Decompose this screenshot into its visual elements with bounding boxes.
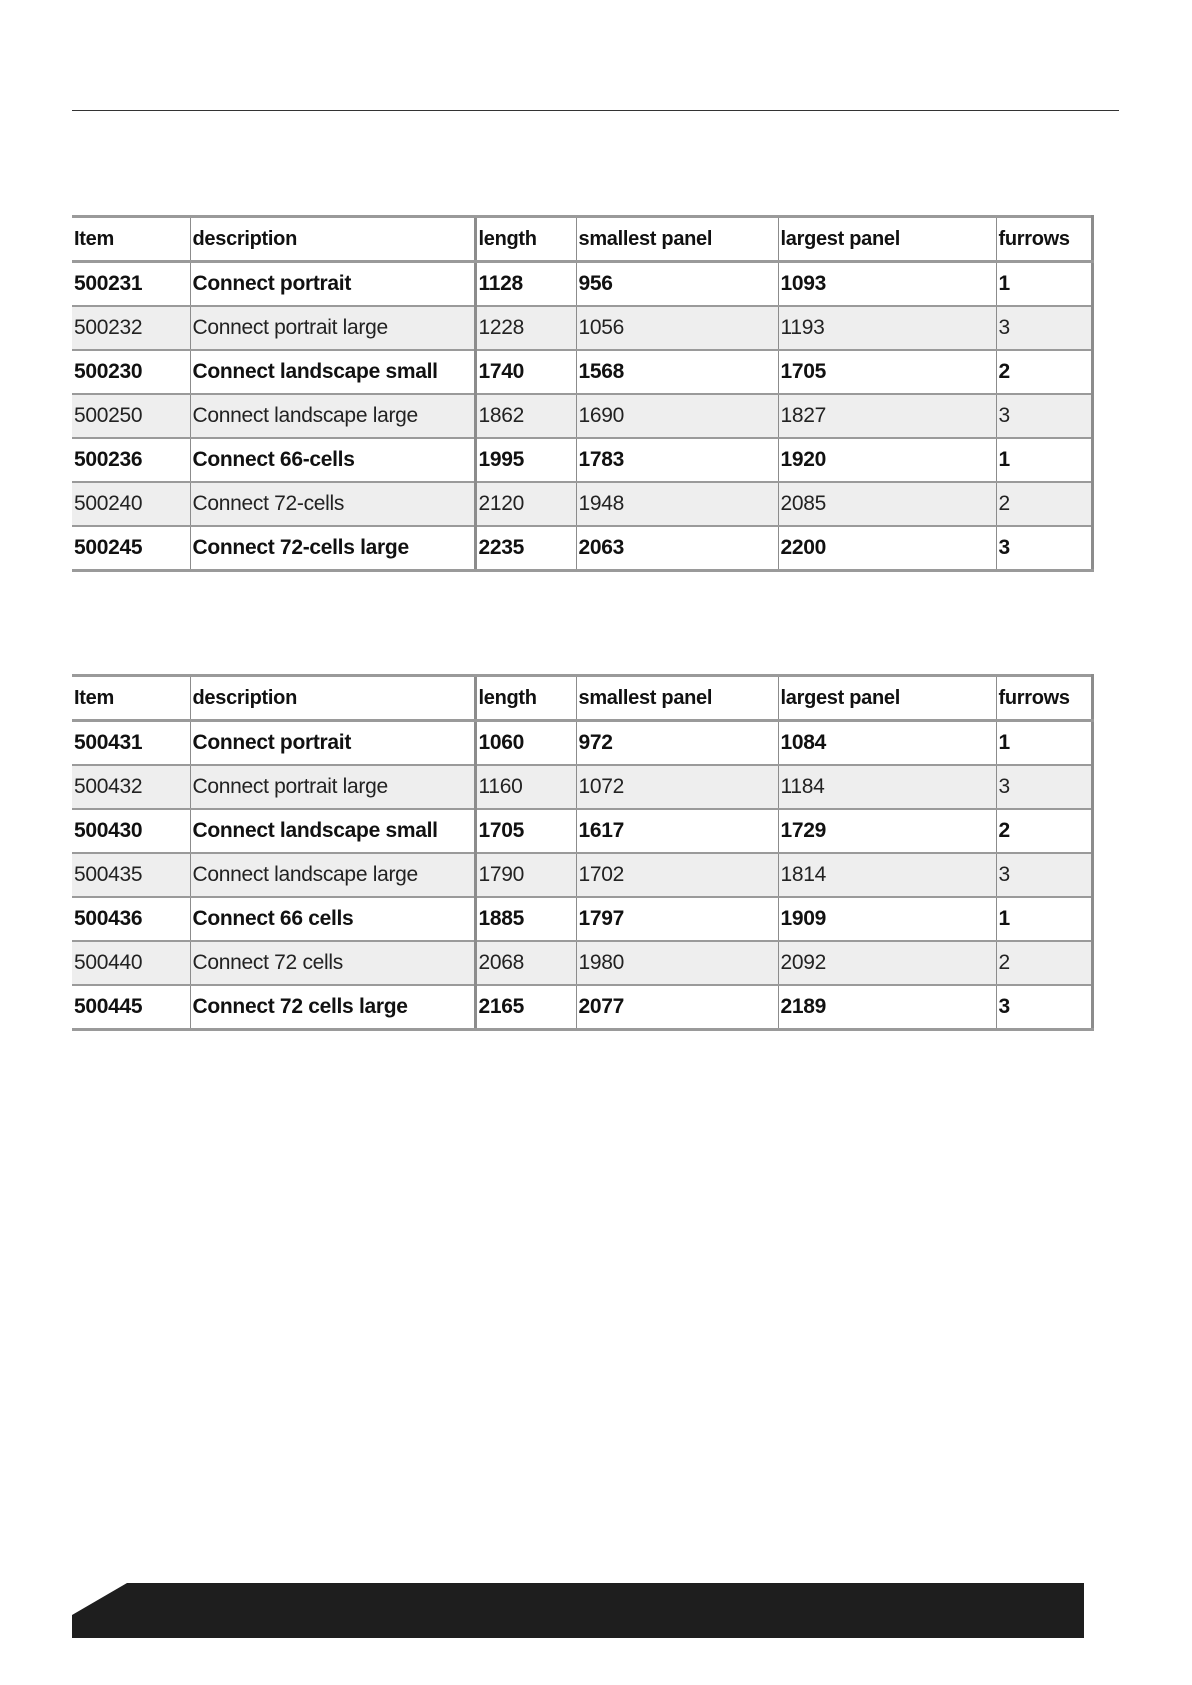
largest-panel-cell: 1909 (778, 897, 996, 941)
table-row (72, 482, 1092, 526)
largest-panel-cell: 2189 (778, 985, 996, 1030)
item-cell: 500240 (72, 482, 190, 526)
largest-panel-cell: 2200 (778, 526, 996, 571)
table-header-row (72, 217, 1092, 262)
description-cell: Connect portrait (190, 262, 475, 307)
table-row (72, 306, 1092, 350)
largest-panel-cell: 1827 (778, 394, 996, 438)
table-row (72, 809, 1092, 853)
footer-bar (72, 1583, 1084, 1638)
table-row (72, 765, 1092, 809)
item-cell: 500236 (72, 438, 190, 482)
description-cell: Connect 72 cells large (190, 985, 475, 1030)
furrows-cell: 3 (996, 765, 1092, 809)
furrows-cell: 3 (996, 985, 1092, 1030)
description-cell: Connect portrait (190, 721, 475, 766)
item-cell: 500432 (72, 765, 190, 809)
furrows-cell: 1 (996, 262, 1092, 307)
item-cell: 500431 (72, 721, 190, 766)
furrows-cell: 2 (996, 941, 1092, 985)
furrows-cell: 2 (996, 809, 1092, 853)
furrows-cell: 1 (996, 897, 1092, 941)
largest-panel-cell: 1184 (778, 765, 996, 809)
item-cell: 500230 (72, 350, 190, 394)
smallest-panel-cell: 1702 (576, 853, 778, 897)
length-cell: 2068 (475, 941, 576, 985)
smallest-panel-cell: 972 (576, 721, 778, 766)
smallest-panel-cell: 1617 (576, 809, 778, 853)
smallest-panel-cell: 1980 (576, 941, 778, 985)
table-row (72, 438, 1092, 482)
item-cell: 500250 (72, 394, 190, 438)
column-header-furrows: furrows (996, 676, 1092, 721)
furrows-cell: 3 (996, 394, 1092, 438)
smallest-panel-cell: 1072 (576, 765, 778, 809)
table-row (72, 941, 1092, 985)
length-cell: 1160 (475, 765, 576, 809)
furrows-cell: 2 (996, 482, 1092, 526)
length-cell: 1790 (475, 853, 576, 897)
product-table-2 (72, 674, 1094, 1031)
furrows-cell: 1 (996, 721, 1092, 766)
smallest-panel-cell: 2077 (576, 985, 778, 1030)
description-cell: Connect landscape small (190, 809, 475, 853)
description-cell: Connect portrait large (190, 765, 475, 809)
furrows-cell: 3 (996, 853, 1092, 897)
length-cell: 1228 (475, 306, 576, 350)
length-cell: 1862 (475, 394, 576, 438)
item-cell: 500435 (72, 853, 190, 897)
column-header-description: description (190, 676, 475, 721)
furrows-cell: 2 (996, 350, 1092, 394)
furrows-cell: 3 (996, 306, 1092, 350)
top-divider-line (72, 110, 1119, 111)
column-header-length: length (475, 217, 576, 262)
length-cell: 2120 (475, 482, 576, 526)
description-cell: Connect 66-cells (190, 438, 475, 482)
smallest-panel-cell: 1783 (576, 438, 778, 482)
description-cell: Connect 66 cells (190, 897, 475, 941)
length-cell: 1740 (475, 350, 576, 394)
table-row (72, 350, 1092, 394)
largest-panel-cell: 1093 (778, 262, 996, 307)
item-cell: 500245 (72, 526, 190, 571)
description-cell: Connect landscape large (190, 394, 475, 438)
table-header-row (72, 676, 1092, 721)
column-header-item: Item (72, 676, 190, 721)
length-cell: 1885 (475, 897, 576, 941)
smallest-panel-cell: 2063 (576, 526, 778, 571)
smallest-panel-cell: 1797 (576, 897, 778, 941)
smallest-panel-cell: 1948 (576, 482, 778, 526)
largest-panel-cell: 1814 (778, 853, 996, 897)
largest-panel-cell: 1705 (778, 350, 996, 394)
column-header-length: length (475, 676, 576, 721)
smallest-panel-cell: 1568 (576, 350, 778, 394)
smallest-panel-cell: 1690 (576, 394, 778, 438)
item-cell: 500430 (72, 809, 190, 853)
largest-panel-cell: 1729 (778, 809, 996, 853)
table-row (72, 853, 1092, 897)
item-cell: 500445 (72, 985, 190, 1030)
largest-panel-cell: 2092 (778, 941, 996, 985)
description-cell: Connect 72-cells large (190, 526, 475, 571)
largest-panel-cell: 1084 (778, 721, 996, 766)
description-cell: Connect landscape small (190, 350, 475, 394)
table-row (72, 394, 1092, 438)
table-row (72, 721, 1092, 766)
item-cell: 500231 (72, 262, 190, 307)
largest-panel-cell: 2085 (778, 482, 996, 526)
largest-panel-cell: 1920 (778, 438, 996, 482)
furrows-cell: 1 (996, 438, 1092, 482)
column-header-largest-panel: largest panel (778, 217, 996, 262)
length-cell: 1060 (475, 721, 576, 766)
column-header-largest-panel: largest panel (778, 676, 996, 721)
item-cell: 500232 (72, 306, 190, 350)
table-row (72, 897, 1092, 941)
column-header-smallest-panel: smallest panel (576, 217, 778, 262)
column-header-smallest-panel: smallest panel (576, 676, 778, 721)
column-header-furrows: furrows (996, 217, 1092, 262)
description-cell: Connect portrait large (190, 306, 475, 350)
item-cell: 500440 (72, 941, 190, 985)
table-row (72, 262, 1092, 307)
length-cell: 1705 (475, 809, 576, 853)
table-row (72, 526, 1092, 571)
length-cell: 2235 (475, 526, 576, 571)
largest-panel-cell: 1193 (778, 306, 996, 350)
description-cell: Connect 72-cells (190, 482, 475, 526)
smallest-panel-cell: 1056 (576, 306, 778, 350)
furrows-cell: 3 (996, 526, 1092, 571)
length-cell: 2165 (475, 985, 576, 1030)
smallest-panel-cell: 956 (576, 262, 778, 307)
product-table-1 (72, 215, 1094, 572)
length-cell: 1995 (475, 438, 576, 482)
table-row (72, 985, 1092, 1030)
column-header-item: Item (72, 217, 190, 262)
column-header-description: description (190, 217, 475, 262)
description-cell: Connect landscape large (190, 853, 475, 897)
length-cell: 1128 (475, 262, 576, 307)
description-cell: Connect 72 cells (190, 941, 475, 985)
item-cell: 500436 (72, 897, 190, 941)
